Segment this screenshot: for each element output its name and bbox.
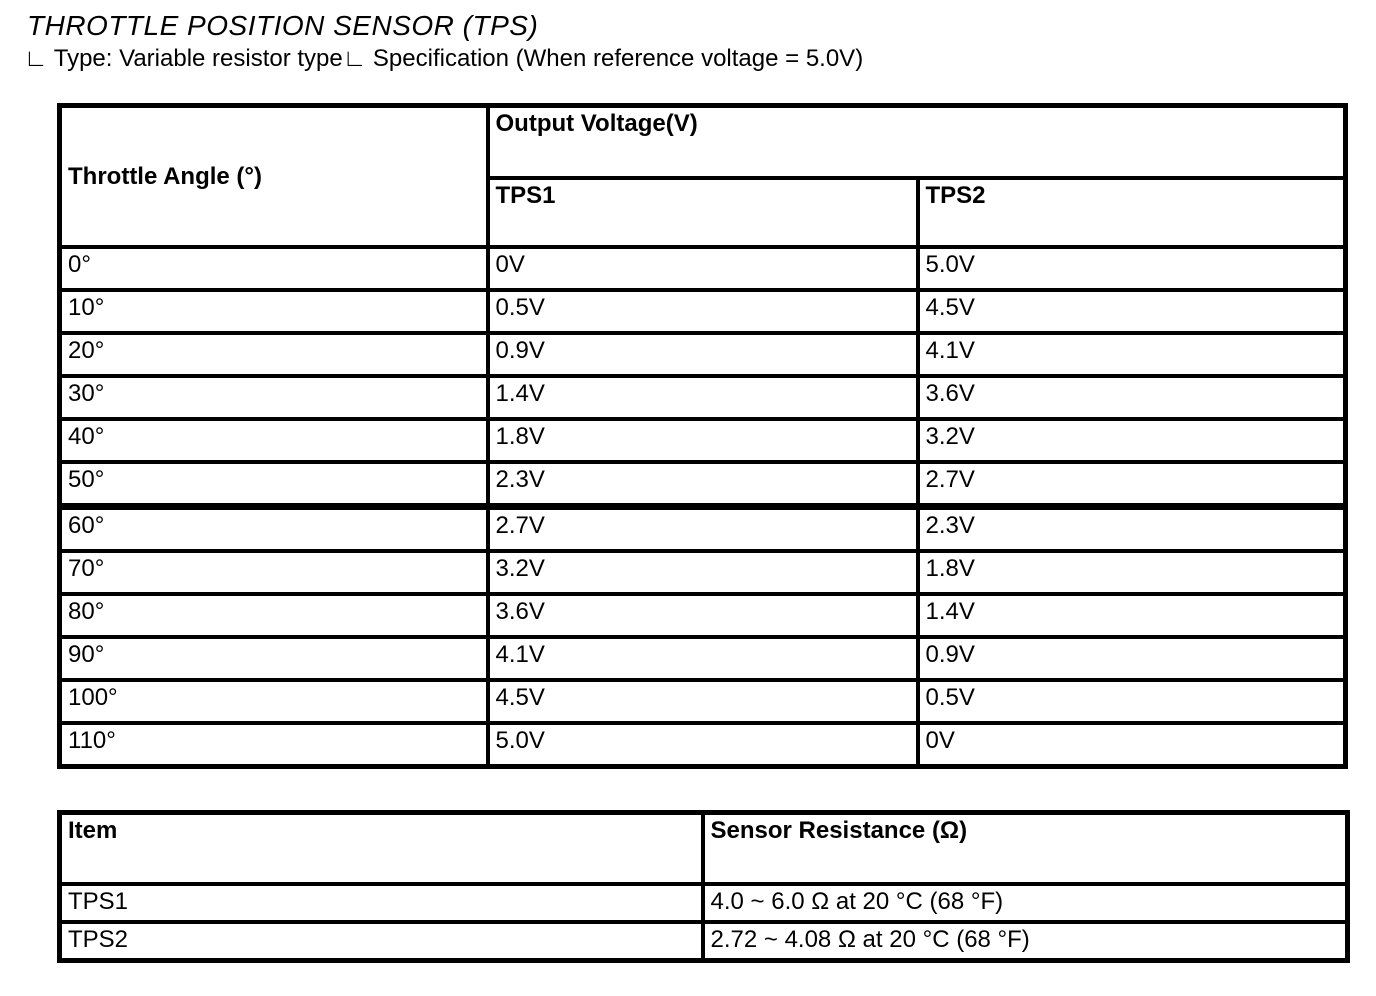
tps2-cell: 0V <box>918 723 1346 767</box>
resistance-column-header: Sensor Resistance (Ω) <box>703 813 1348 885</box>
table-row <box>60 376 1346 419</box>
tps2-cell: 4.1V <box>918 333 1346 376</box>
tps2-column-header: TPS2 <box>918 178 1346 247</box>
tps2-cell: 1.8V <box>918 551 1346 594</box>
sensor-resistance-table <box>57 810 1350 963</box>
table-row <box>60 884 1348 922</box>
tps1-cell: 1.8V <box>488 419 918 462</box>
angle-cell: 30° <box>60 376 488 419</box>
table-header-row <box>60 813 1348 885</box>
item-cell: TPS2 <box>60 922 703 961</box>
table-row <box>60 637 1346 680</box>
angle-cell: 90° <box>60 637 488 680</box>
table-row <box>60 551 1346 594</box>
table-row <box>60 723 1346 767</box>
table-row <box>60 419 1346 462</box>
tps1-cell: 0V <box>488 247 918 290</box>
item-column-header: Item <box>60 813 703 885</box>
tps1-cell: 2.3V <box>488 462 918 507</box>
resistance-cell: 4.0 ~ 6.0 Ω at 20 °C (68 °F) <box>703 884 1348 922</box>
angle-cell: 40° <box>60 419 488 462</box>
tps1-cell: 3.6V <box>488 594 918 637</box>
type-and-specification-line: ∟ Type: Variable resistor type∟ Specification (When reference voltage = 5.0V) <box>24 45 864 72</box>
angle-cell: 80° <box>60 594 488 637</box>
tps1-cell: 5.0V <box>488 723 918 767</box>
tps2-cell: 2.7V <box>918 462 1346 507</box>
table-row <box>60 247 1346 290</box>
table-row <box>60 290 1346 333</box>
tps1-cell: 3.2V <box>488 551 918 594</box>
output-voltage-group-header: Output Voltage(V) <box>488 106 1346 179</box>
tps1-cell: 0.9V <box>488 333 918 376</box>
output-voltage-table <box>57 103 1348 769</box>
tps2-cell: 0.9V <box>918 637 1346 680</box>
tps2-cell: 2.3V <box>918 507 1346 552</box>
table-header-row <box>60 106 1346 179</box>
tps1-cell: 1.4V <box>488 376 918 419</box>
table-row <box>60 462 1346 507</box>
tps2-cell: 5.0V <box>918 247 1346 290</box>
item-cell: TPS1 <box>60 884 703 922</box>
tps1-cell: 4.1V <box>488 637 918 680</box>
table-row <box>60 507 1346 552</box>
tps2-cell: 3.2V <box>918 419 1346 462</box>
tps2-cell: 1.4V <box>918 594 1346 637</box>
angle-cell: 110° <box>60 723 488 767</box>
table-row <box>60 680 1346 723</box>
table-row <box>60 333 1346 376</box>
table-row <box>60 594 1346 637</box>
angle-cell: 100° <box>60 680 488 723</box>
angle-cell: 60° <box>60 507 488 552</box>
resistance-cell: 2.72 ~ 4.08 Ω at 20 °C (68 °F) <box>703 922 1348 961</box>
angle-cell: 70° <box>60 551 488 594</box>
angle-cell: 50° <box>60 462 488 507</box>
tps1-cell: 4.5V <box>488 680 918 723</box>
table-row <box>60 922 1348 961</box>
tps2-cell: 4.5V <box>918 290 1346 333</box>
throttle-angle-column-header: Throttle Angle (°) <box>60 106 488 248</box>
tps1-cell: 2.7V <box>488 507 918 552</box>
angle-cell: 10° <box>60 290 488 333</box>
tps1-cell: 0.5V <box>488 290 918 333</box>
angle-cell: 20° <box>60 333 488 376</box>
tps1-column-header: TPS1 <box>488 178 918 247</box>
tps2-cell: 0.5V <box>918 680 1346 723</box>
tps2-cell: 3.6V <box>918 376 1346 419</box>
angle-cell: 0° <box>60 247 488 290</box>
page-title: THROTTLE POSITION SENSOR (TPS) <box>27 10 539 41</box>
